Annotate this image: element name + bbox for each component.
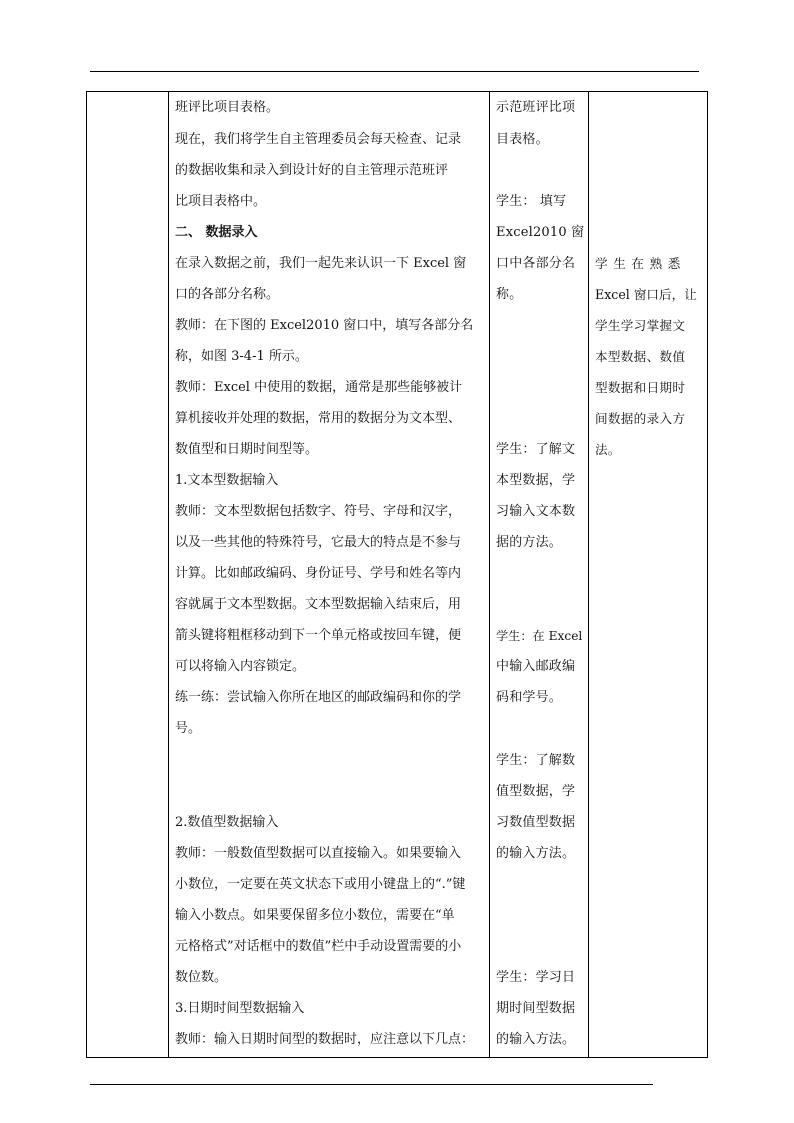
student-activity-column — [496, 92, 588, 1057]
content-line: 的数据收集和录入到设计好的自主管理示范班评 — [175, 163, 449, 178]
intent-line: 型数据和日期时 — [595, 380, 686, 395]
content-line: 现在，我们将学生自主管理委员会每天检查、记录 — [175, 132, 462, 147]
content-line: 教师：Excel 中使用的数据，通常是那些能够被计 — [175, 380, 463, 395]
content-line: 比项目表格中。 — [175, 194, 267, 209]
intent-line: 本型数据、数值 — [595, 349, 686, 364]
student-line: 口中各部分名 — [496, 256, 576, 271]
student-line: Excel2010 窗 — [496, 225, 585, 240]
content-line: 教师：一般数值型数据可以直接输入。如果要输入 — [175, 846, 462, 861]
student-line: 称。 — [496, 287, 523, 302]
content-line: 计算。比如邮政编码、身份证号、学号和姓名等内 — [175, 566, 462, 581]
teaching-content-column — [175, 92, 493, 1057]
lesson-table — [86, 91, 708, 1058]
subsection-heading: 2.数值型数据输入 — [175, 815, 279, 830]
student-line: 学生：在 Excel — [496, 629, 583, 643]
student-line: 学生：了解文 — [496, 442, 576, 457]
content-line: 以及一些其他的特殊符号，它最大的特点是不参与 — [175, 535, 462, 550]
student-line: 码和学号。 — [496, 690, 563, 705]
content-line: 容就属于文本型数据。文本型数据输入结束后，用 — [175, 597, 462, 612]
student-line: 学生： 填写 — [496, 194, 567, 209]
student-line: 学生：学习日 — [496, 970, 576, 985]
footer-rule — [90, 1084, 653, 1085]
content-line: 算机接收并处理的数据，常用的数据分为文本型、 — [175, 411, 462, 426]
student-line: 期时间型数据 — [496, 1001, 576, 1016]
section-heading: 二、 数据录入 — [175, 225, 258, 240]
column-divider — [588, 92, 589, 1057]
content-line: 练一练：尝试输入你所在地区的邮政编码和你的学 — [175, 690, 462, 705]
content-line: 可以将输入内容锁定。 — [175, 659, 306, 674]
content-line: 口的各部分名称。 — [175, 287, 280, 302]
intent-line: 学 生 在 熟 悉 — [595, 256, 681, 271]
student-line: 的输入方法。 — [496, 1032, 576, 1047]
column-divider — [168, 92, 169, 1057]
student-line: 学生：了解数 — [496, 753, 576, 768]
content-line: 输入小数点。如果要保留多位小数位，需要在“单 — [175, 908, 455, 923]
student-line: 习输入文本数 — [496, 504, 576, 519]
content-line: 班评比项目表格。 — [175, 100, 280, 115]
intent-line: Excel 窗口后，让 — [595, 287, 697, 302]
student-line: 本型数据，学 — [496, 473, 576, 488]
student-line: 中输入邮政编 — [496, 659, 576, 674]
student-line: 习数值型数据 — [496, 815, 576, 830]
design-intent-column — [595, 92, 703, 1057]
content-line: 元格格式”对话框中的数值”栏中手动设置需要的小 — [175, 939, 462, 954]
content-line: 称，如图 3-4-1 所示。 — [175, 349, 308, 364]
student-line: 目表格。 — [496, 132, 549, 147]
content-line: 教师：文本型数据包括数字、符号、字母和汉字， — [175, 504, 462, 519]
subsection-heading: 3.日期时间型数据输入 — [175, 1001, 305, 1016]
intent-line: 学生学习掌握文 — [595, 318, 686, 333]
student-line: 值型数据，学 — [496, 784, 576, 799]
content-line: 号。 — [175, 721, 202, 736]
content-line: 箭头键将粗框移动到下一个单元格或按回车键，便 — [175, 628, 462, 643]
content-line: 数值型和日期时间型等。 — [175, 442, 319, 457]
student-line: 的输入方法。 — [496, 846, 576, 861]
header-rule — [90, 71, 699, 72]
subsection-heading: 1.文本型数据输入 — [175, 473, 279, 488]
content-line: 小数位，一定要在英文状态下或用小键盘上的“.”键 — [175, 877, 466, 892]
content-line: 教师：在下图的 Excel2010 窗口中，填写各部分名 — [175, 318, 474, 333]
content-line: 在录入数据之前，我们一起先来认识一下 Excel 窗 — [175, 256, 467, 271]
content-line: 数位数。 — [175, 970, 228, 985]
content-line: 教师：输入日期时间型的数据时，应注意以下几点： — [175, 1032, 475, 1047]
intent-line: 间数据的录入方 — [595, 411, 686, 426]
intent-line: 法。 — [595, 442, 621, 457]
student-line: 据的方法。 — [496, 535, 563, 550]
student-line: 示范班评比项 — [496, 100, 576, 115]
